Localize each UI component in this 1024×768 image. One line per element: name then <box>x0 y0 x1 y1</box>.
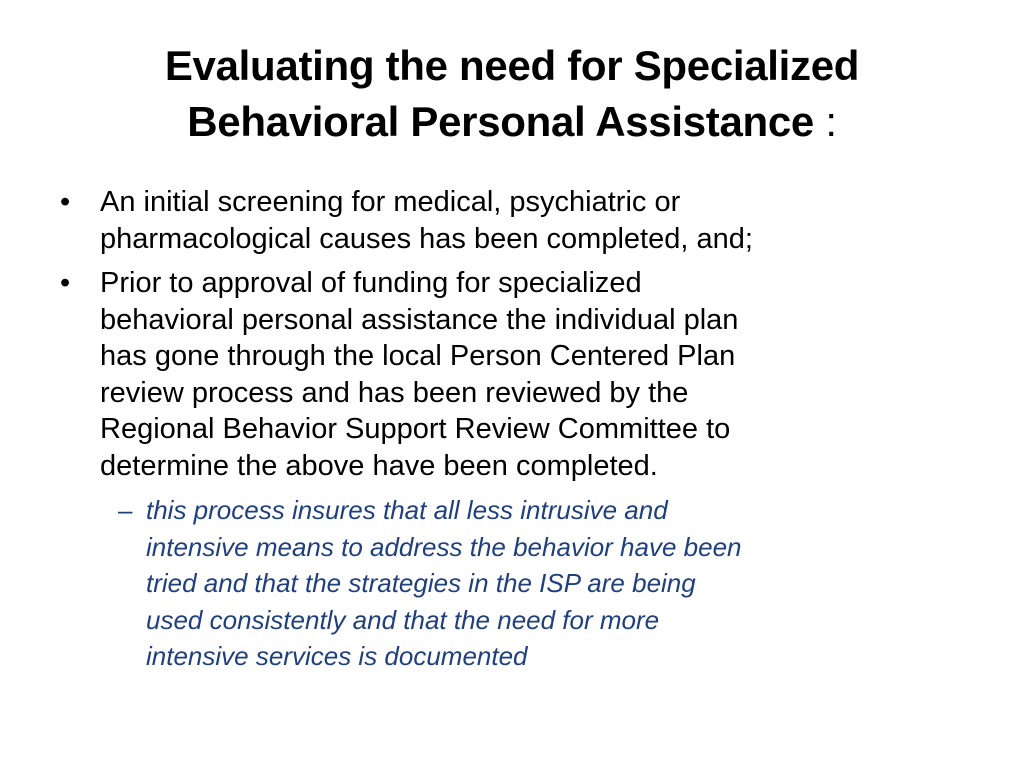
bullet-marker: • <box>60 267 71 299</box>
title-line-1: Evaluating the need for Specialized <box>164 42 860 89</box>
bullet-line: determine the above have been completed. <box>100 449 658 482</box>
sub-bullet-line: intensive services is documented <box>146 641 528 671</box>
bullet-line: behavioral personal assistance the individual plan <box>100 303 739 336</box>
bullet-line: has gone through the local Person Centered Plan <box>100 340 736 372</box>
bullet-item-screening <box>60 184 960 257</box>
bullet-line: review process and has been reviewed by the <box>100 376 689 409</box>
sub-bullet-line: intensive means to address the behavior have been <box>146 531 742 562</box>
slide-body <box>60 184 960 675</box>
title-line-2 <box>60 94 964 150</box>
bullet-item-approval <box>60 265 960 484</box>
title-colon: : <box>814 98 837 145</box>
sub-bullet-line: used consistently and that the need for more <box>146 604 660 635</box>
title-line-2-text: Behavioral Personal Assistance <box>187 98 814 145</box>
bullet-line: Prior to approval of funding for specialized <box>100 267 642 299</box>
slide-title <box>60 38 964 150</box>
bullet-marker: • <box>60 186 71 218</box>
sub-bullet-line: this process insures that all less intrusive and <box>146 495 668 525</box>
bullet-line: An initial screening for medical, psychiatric or <box>100 186 681 218</box>
bullet-line: Regional Behavior Support Review Committee to <box>100 413 731 445</box>
bullet-line: pharmacological causes has been completed, and; <box>100 222 753 255</box>
sub-bullet-marker: – <box>118 495 133 525</box>
sub-bullet-line: tried and that the strategies in the ISP are being <box>146 568 696 598</box>
sub-bullet-item-process <box>118 492 960 675</box>
